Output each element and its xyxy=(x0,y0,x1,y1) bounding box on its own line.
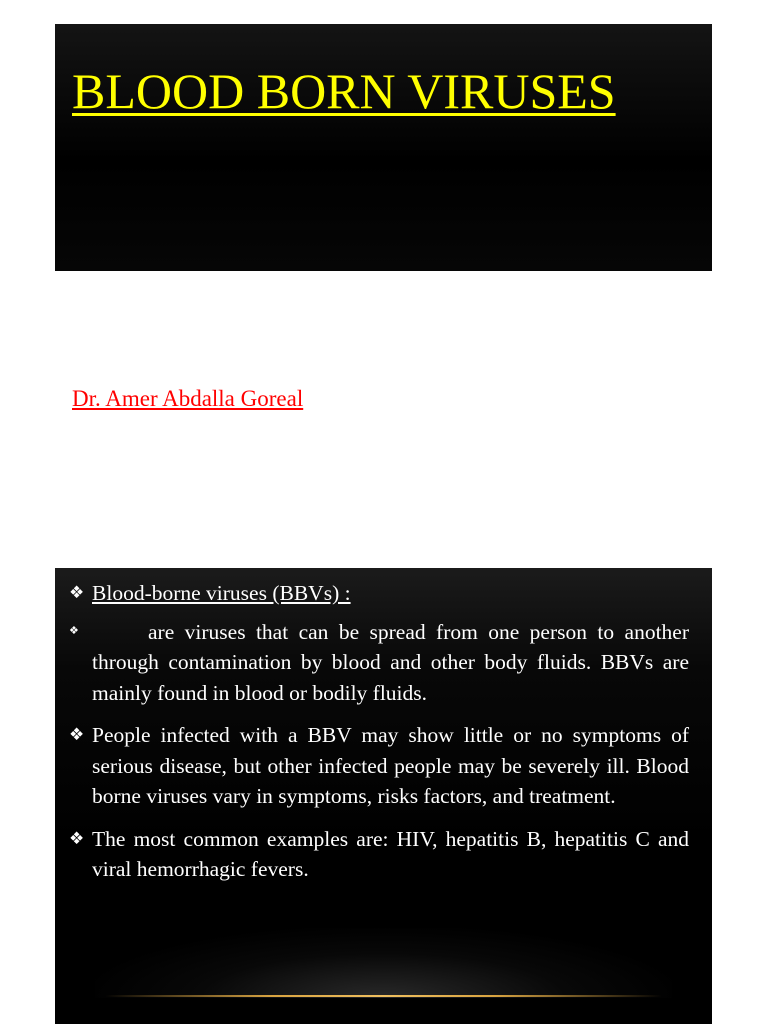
section-heading: Blood-borne viruses (BBVs) : xyxy=(92,581,351,605)
paragraph-examples: The most common examples are: HIV, hepatitis B, hepatitis C and viral hemorrhagic fevers. xyxy=(92,826,689,881)
paragraph-definition: are viruses that can be spread from one person to another through contamination by blood and other body fluids. BBVs are mainly found in blood or bodily fluids. xyxy=(92,619,689,705)
title-slide xyxy=(55,24,712,271)
slide-glow-decoration xyxy=(95,928,672,998)
bullet-examples xyxy=(69,824,689,885)
author-name: Dr. Amer Abdalla Goreal xyxy=(72,386,304,411)
paragraph-symptoms: People infected with a BBV may show little or no symptoms of serious disease, but other infected people may be severely ill. Blood borne viruses vary in symptoms, risks factors, and treatment. xyxy=(92,723,689,808)
slide-title: BLOOD BORN VIRUSES xyxy=(72,63,616,119)
bullet-symptoms xyxy=(69,720,689,812)
bullet-definition xyxy=(69,617,689,709)
slide-glow-line xyxy=(105,995,662,997)
diamond-bullet-icon: ❖ xyxy=(69,828,85,848)
slide-content xyxy=(69,578,689,897)
diamond-bullet-icon: ❖ xyxy=(69,725,85,744)
content-slide xyxy=(55,568,712,1024)
diamond-bullet-small-icon: ❖ xyxy=(69,624,79,637)
diamond-bullet-icon: ❖ xyxy=(69,583,85,602)
bullet-heading xyxy=(69,578,689,609)
